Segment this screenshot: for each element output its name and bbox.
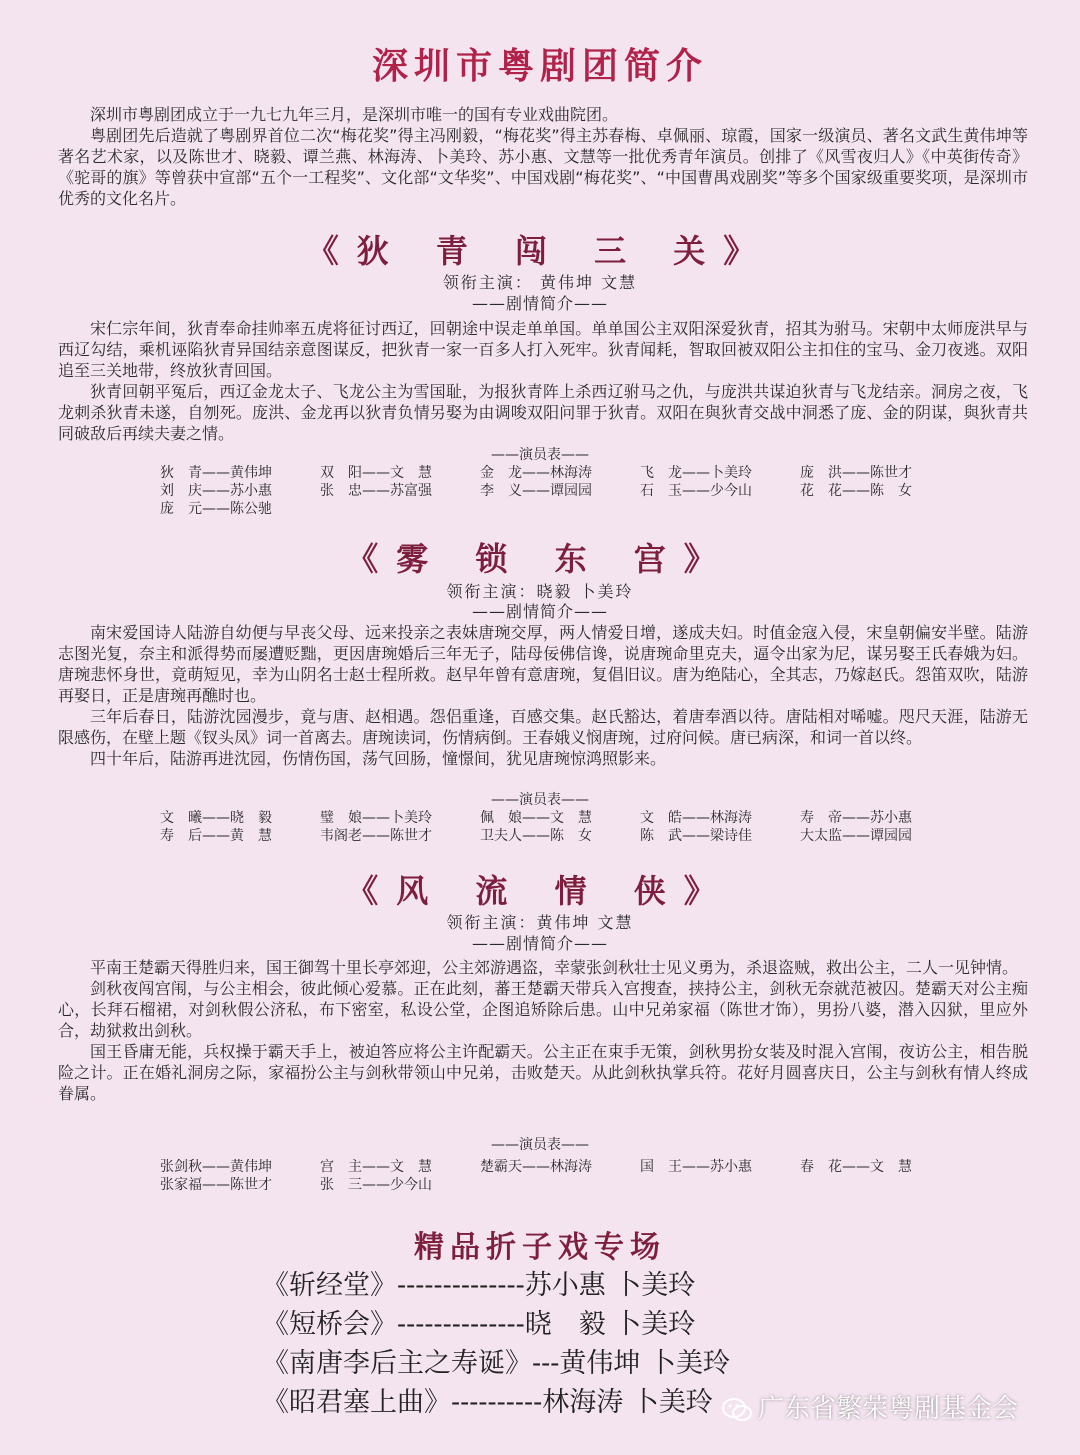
cast-entry: 寿 帝——苏小惠 [800, 810, 912, 826]
special-program-title: 精品折子戏专场 [414, 1230, 666, 1265]
synopsis-heading: ——剧情简介—— [471, 294, 608, 313]
cast-entry: 宫 主——文 慧 [320, 1159, 432, 1175]
cast-list [160, 1158, 960, 1194]
special-program-row: 《南唐李后主之寿诞》---黄伟坤 卜美玲 [262, 1348, 730, 1379]
intro-paragraph: 粤剧团先后造就了粤剧界首位二次“梅花奖”得主冯刚毅，“梅花奖”得主苏春梅、卓佩丽、琼霞，国家一级演员、著名文武生黄伟坤等著名艺术家，以及陈世才、晓毅、谭兰燕、林海涛、卜美玲、苏小惠、文慧等一批优秀青年演员。创排了《风雪夜归人》《中英街传奇》《驼哥的旗》等曾获中宣部“五个一工程奖”、文化部“文华奖”、中国戏剧“梅花奖”、“中国曹禺戏剧奖”等多个国家级重要奖项，是深圳市优秀的文化名片。 [58, 126, 1028, 208]
cast-entry: 陈 武——梁诗佳 [640, 828, 752, 844]
cast-entry: 佩 娘——文 慧 [480, 810, 592, 826]
cast-entry: 张剑秋——黄伟坤 [160, 1159, 272, 1175]
synopsis-paragraph: 南宋爱国诗人陆游自幼便与早丧父母、远来投亲之表妹唐琬交厚，两人情爱日增，遂成夫妇。时值金寇入侵，宋皇朝偏安半壁。陆游志图光复，奈主和派得势而屡遭贬黜，更因唐琬婚后三年无子，陆母佞佛信谗，说唐琬命里克夫，逼令出家为尼，谋另娶王氏春娥为妇。唐琬悲怀身世，竟萌短见，幸为山阴名士赵士程所救。赵早年曾有意唐琬，复倡旧议。唐为绝陆心，全其志，乃嫁赵氏。怨笛双吹，陆游再娶日，正是唐琬再醮时也。 [58, 623, 1028, 705]
lead-actors: 领衔主演： 黄伟坤 文慧 [442, 273, 638, 292]
cast-entry: 石 玉——少今山 [640, 483, 752, 499]
cast-entry: 璧 娘——卜美玲 [320, 810, 432, 826]
cast-entry: 大太监——谭园园 [800, 828, 912, 844]
cast-entry: 卫夫人——陈 女 [480, 828, 592, 844]
show-title: 《狄 青 闯 三 关》 [306, 232, 774, 270]
cast-entry: 春 花——文 慧 [800, 1159, 912, 1175]
lead-actors: 领衔主演：晓毅 卜美玲 [446, 582, 634, 601]
synopsis-paragraph: 狄青回朝平冤后，西辽金龙太子、飞龙公主为雪国耻，为报狄青阵上杀西辽驸马之仇，与庞洪共谋迫狄青与飞龙结亲。洞房之夜，飞龙刺杀狄青未遂，自刎死。庞洪、金龙再以狄青负情另娶为由调唆双阳问罪于狄青。双阳在與狄青交战中洞悉了庞、金的阴谋，與狄青共同破敌后再续夫妻之情。 [58, 382, 1028, 443]
cast-entry: 张 忠——苏富强 [320, 483, 432, 499]
cast-entry: 张 三——少今山 [320, 1177, 432, 1193]
watermark-text: 广东省繁荣粤剧基金会 [758, 1394, 1019, 1424]
synopsis-text [58, 318, 1028, 444]
cast-list [160, 464, 960, 518]
cast-entry: 文 皓——林海涛 [640, 810, 752, 826]
cast-entry: 国 王——苏小惠 [640, 1159, 752, 1175]
synopsis-paragraph: 宋仁宗年间，狄青奉命挂帅率五虎将征讨西辽，回朝途中误走单单国。单单国公主双阳深爱狄青，招其为驸马。宋朝中太师庞洪早与西辽勾结，乘机诬陷狄青异国结亲意图谋反，把狄青一家一百多人打入死牢。狄青闻耗，智取回被双阳公主扣住的宝马、金刀夜逃。双阳追至三关地带，终放狄青回国。 [58, 319, 1028, 380]
cast-entry: 狄 青——黄伟坤 [160, 465, 272, 481]
cast-entry: 寿 后——黄 慧 [160, 828, 272, 844]
special-program-row: 《短桥会》--------------晓 毅 卜美玲 [262, 1309, 696, 1340]
intro-paragraph: 深圳市粤剧团成立于一九七九年三月，是深圳市唯一的国有专业戏曲院团。 [90, 105, 619, 124]
cast-entry: 双 阳——文 慧 [320, 465, 432, 481]
cast-list [160, 809, 960, 845]
synopsis-paragraph: 三年后春日，陆游沈园漫步，竟与唐、赵相遇。怨侣重逢，百感交集。赵氏豁达，着唐奉酒以待。唐陆相对唏嘘。咫尺天涯，陆游无限感伤，在壁上题《钗头凤》词一首离去。唐琬读词，伤情病倒。王春娥义悯唐琬，过府问候。唐已病深，和词一首以终。 [58, 707, 1028, 747]
cast-entry: 花 花——陈 女 [800, 483, 912, 499]
lead-actors: 领衔主演：黄伟坤 文慧 [446, 913, 634, 932]
synopsis-heading: ——剧情简介—— [471, 934, 608, 953]
cast-heading: ——演员表—— [491, 447, 589, 463]
cast-entry: 庞 元——陈公驰 [160, 501, 272, 517]
cast-entry: 刘 庆——苏小惠 [160, 483, 272, 499]
cast-entry: 楚霸天——林海涛 [480, 1159, 592, 1175]
synopsis-paragraph: 剑秋夜闯宫闱，与公主相会，彼此倾心爱慕。正在此刻，蕃王楚霸天带兵入宫搜查，挟持公主，剑秋无奈就范被囚。楚霸天对公主痴心，长拜石榴裙，对剑秋假公济私，布下密室，私设公堂，企图追矫除后患。山中兄弟家福（陈世才饰），男扮八婆，潜入囚狱，里应外合，劫狱救出剑秋。 [58, 979, 1028, 1040]
synopsis-heading: ——剧情简介—— [471, 602, 608, 621]
synopsis-text [58, 957, 1028, 1104]
cast-entry: 文 曦——晓 毅 [160, 810, 272, 826]
cast-entry: 李 义——谭园园 [480, 483, 592, 499]
synopsis-paragraph: 国王昏庸无能，兵权操于霸天手上，被迫答应将公主许配霸天。公主正在束手无策，剑秋男扮女装及时混入宫闱，夜访公主，相告脱险之计。正在婚礼洞房之际，家福扮公主与剑秋带领山中兄弟，击败楚天。从此剑秋执掌兵符。花好月圆喜庆日，公主与剑秋有情人终成眷属。 [58, 1042, 1028, 1103]
cast-heading: ——演员表—— [491, 792, 589, 808]
watermark [722, 1388, 1018, 1425]
wechat-icon [722, 1397, 752, 1423]
special-program-row: 《斩经堂》--------------苏小惠 卜美玲 [262, 1270, 696, 1301]
cast-entry: 金 龙——林海涛 [480, 465, 592, 481]
special-program-row: 《昭君塞上曲》----------林海涛 卜美玲 [262, 1387, 713, 1418]
cast-entry: 张家福——陈世才 [160, 1177, 272, 1193]
intro-text [58, 104, 1028, 209]
synopsis-paragraph: 平南王楚霸天得胜归来，国王御驾十里长亭郊迎，公主郊游遇盗，幸蒙张剑秋壮士见义勇为，杀退盗贼，救出公主，二人一见钟情。 [90, 958, 1019, 977]
synopsis-text [58, 622, 1028, 769]
cast-entry: 庞 洪——陈世才 [800, 465, 912, 481]
cast-entry: 韦阁老——陈世才 [320, 828, 432, 844]
synopsis-paragraph: 四十年后，陆游再进沈园，伤情伤国，荡气回肠，憧憬间，犹见唐琬惊鸿照影来。 [90, 749, 667, 768]
page-title: 深圳市粤剧团简介 [371, 46, 708, 87]
show-title: 《雾 锁 东 宫》 [346, 540, 734, 578]
show-title: 《风 流 情 侠》 [346, 872, 734, 910]
cast-entry: 飞 龙——卜美玲 [640, 465, 752, 481]
cast-heading: ——演员表—— [491, 1137, 589, 1153]
